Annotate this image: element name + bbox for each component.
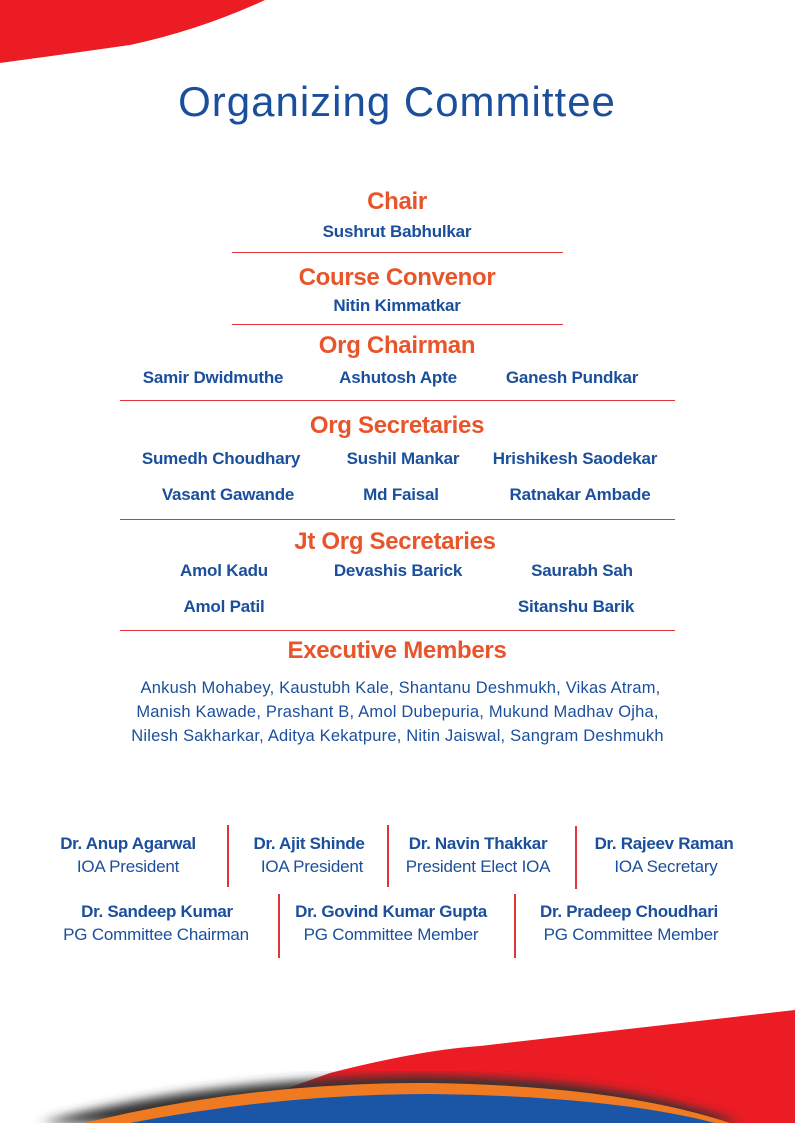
- official-role: PG Committee Member: [303, 925, 479, 944]
- official-name: Dr. Anup Agarwal: [60, 834, 196, 853]
- official-role: IOA President: [260, 857, 364, 876]
- page-title: Organizing Committee: [178, 78, 616, 125]
- vertical-divider: [227, 825, 229, 887]
- executive-members-heading: Executive Members: [287, 637, 507, 664]
- official-role: President Elect IOA: [405, 857, 551, 876]
- official-name: Dr. Navin Thakkar: [408, 834, 548, 853]
- divider: [120, 630, 675, 631]
- org-chairman-heading: Org Chairman: [318, 332, 476, 359]
- vertical-divider: [575, 826, 577, 889]
- vertical-divider: [387, 825, 389, 887]
- official-name: Dr. Ajit Shinde: [253, 834, 365, 853]
- chair-name: Sushrut Babhulkar: [322, 222, 472, 241]
- org-secretary-name: Sumedh Choudhary: [141, 449, 301, 468]
- divider: [120, 519, 675, 520]
- top-left-red-swoosh: [0, 0, 265, 63]
- org-secretary-name: Vasant Gawande: [161, 485, 295, 504]
- executive-members-line: Nilesh Sakharkar, Aditya Kekatpure, Nitin Jaiswal, Sangram Deshmukh: [131, 727, 664, 745]
- vertical-divider: [514, 894, 516, 958]
- official-name: Dr. Rajeev Raman: [594, 834, 734, 853]
- jt-org-secretary-name: Sitanshu Barik: [517, 597, 635, 616]
- divider: [120, 400, 675, 401]
- org-chairman-name: Ganesh Pundkar: [505, 368, 639, 387]
- jt-org-secretary-name: Amol Patil: [183, 597, 265, 616]
- jt-org-secretaries-heading: Jt Org Secretaries: [294, 528, 496, 555]
- jt-org-secretary-name: Devashis Barick: [333, 561, 463, 580]
- jt-org-secretary-name: Saurabh Sah: [531, 561, 633, 580]
- org-secretaries-heading: Org Secretaries: [309, 412, 485, 439]
- executive-members-list: [0, 676, 795, 748]
- org-secretary-name: Md Faisal: [363, 485, 439, 504]
- chair-heading: Chair: [367, 188, 427, 215]
- divider: [232, 324, 563, 325]
- vertical-divider: [278, 894, 280, 958]
- org-chairman-name: Ashutosh Apte: [339, 368, 457, 387]
- org-secretary-name: Sushil Mankar: [346, 449, 460, 468]
- org-chairman-name: Samir Dwidmuthe: [142, 368, 284, 387]
- course-convenor-name: Nitin Kimmatkar: [333, 296, 461, 315]
- official-role: IOA President: [76, 857, 180, 876]
- jt-org-secretary-name: Amol Kadu: [180, 561, 268, 580]
- executive-members-line: Manish Kawade, Prashant B, Amol Dubepuria, Mukund Madhav Ojha,: [136, 703, 659, 721]
- official-name: Dr. Sandeep Kumar: [81, 902, 233, 921]
- course-convenor-heading: Course Convenor: [298, 264, 496, 291]
- official-name: Dr. Govind Kumar Gupta: [295, 902, 487, 921]
- official-name: Dr. Pradeep Choudhari: [540, 902, 718, 921]
- official-role: PG Committee Chairman: [63, 925, 249, 944]
- org-secretary-name: Hrishikesh Saodekar: [492, 449, 658, 468]
- executive-members-line: Ankush Mohabey, Kaustubh Kale, Shantanu Deshmukh, Vikas Atram,: [140, 679, 661, 697]
- divider: [232, 252, 563, 253]
- org-secretary-name: Ratnakar Ambade: [509, 485, 651, 504]
- official-role: PG Committee Member: [543, 925, 719, 944]
- official-role: IOA Secretary: [614, 857, 718, 876]
